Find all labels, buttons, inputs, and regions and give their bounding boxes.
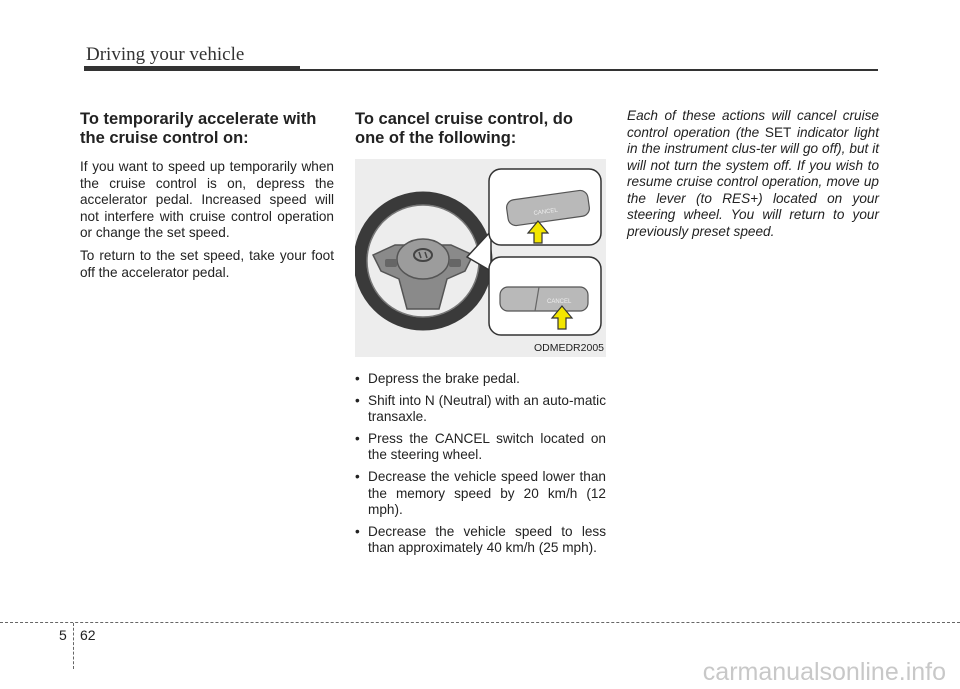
page-number: 62 bbox=[80, 627, 96, 643]
footer-rule bbox=[0, 622, 960, 623]
column-right bbox=[627, 108, 879, 240]
list-item: • Depress the brake pedal. bbox=[355, 371, 606, 388]
steering-wheel-figure bbox=[355, 159, 606, 357]
list-item: • Decrease the vehicle speed to less than approximately 40 km/h (25 mph). bbox=[355, 524, 606, 557]
column-middle bbox=[355, 110, 606, 562]
header-rule-thin bbox=[300, 69, 878, 71]
column-left bbox=[80, 110, 334, 287]
figure-caption: ODMEDR2005 bbox=[533, 342, 604, 354]
list-item: • Press the CANCEL switch located on the steering wheel. bbox=[355, 431, 606, 464]
cancel-label-bottom: CANCEL bbox=[547, 299, 572, 305]
accelerate-paragraph: If you want to speed up temporarily when the cruise control is on, depress the accelerator pedal. Increased speed will not interfere with cruise control operation or change the set speed. bbox=[80, 159, 334, 241]
page-header-title: Driving your vehicle bbox=[86, 44, 245, 65]
accelerate-heading: To temporarily accelerate with the cruise control on: bbox=[80, 110, 317, 147]
watermark: carmanualsonline.info bbox=[702, 658, 946, 686]
footer-divider bbox=[73, 623, 74, 669]
cancel-heading: To cancel cruise control, do one of the following: bbox=[355, 110, 573, 147]
set-indicator-text: SET bbox=[764, 124, 792, 140]
list-item: • Shift into N (Neutral) with an auto-matic transaxle. bbox=[355, 393, 606, 426]
steering-wheel-illustration bbox=[355, 159, 606, 357]
header-rule bbox=[84, 66, 300, 71]
cancel-label-top: CANCEL bbox=[533, 207, 559, 218]
return-paragraph: To return to the set speed, take your foot off the accelerator pedal. bbox=[80, 247, 334, 280]
list-item: • Decrease the vehicle speed lower than the memory speed by 20 km/h (12 mph). bbox=[355, 469, 606, 519]
cancel-note: Each of these actions will cancel cruise control operation (the SET indicator light in the instrument clus-ter will go off), but it will not turn the system off. If you wish to resume cruise control operation, move up the lever (to RES+) located on your steering wheel. You will return to your previously preset speed. bbox=[627, 108, 879, 239]
chapter-number: 5 bbox=[59, 627, 67, 643]
cancel-methods-list bbox=[355, 371, 606, 557]
